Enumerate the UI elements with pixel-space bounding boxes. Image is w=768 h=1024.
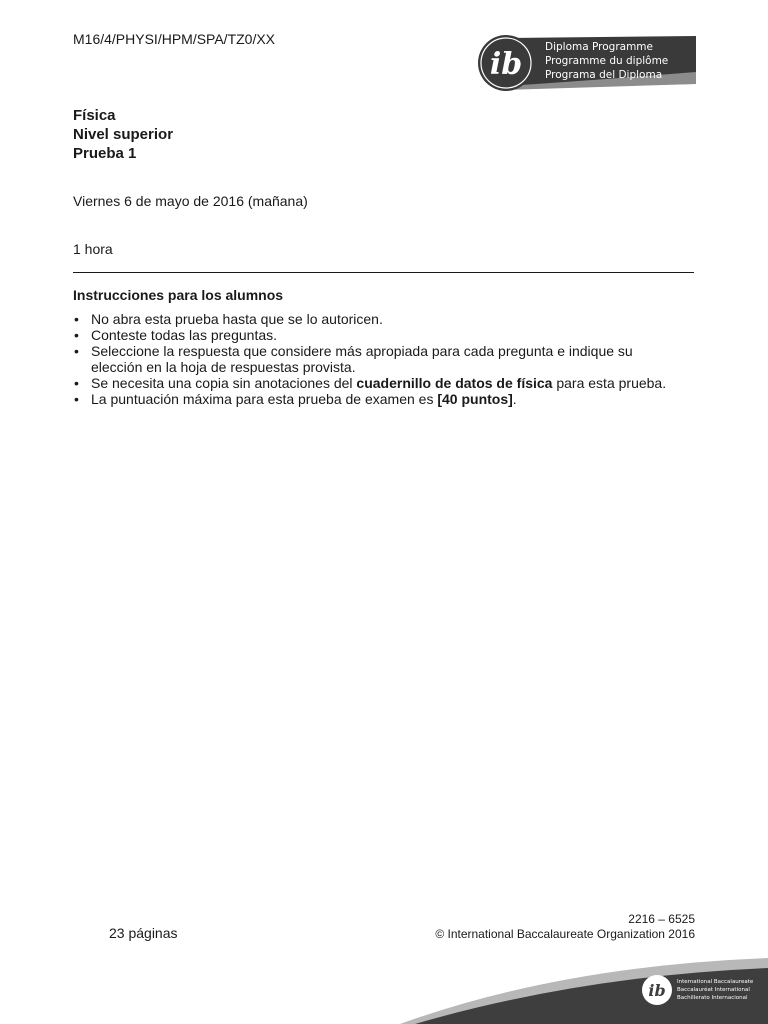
ib-footer-mark: ib [648, 981, 666, 1000]
logo-line-2: Programme du diplôme [545, 55, 669, 67]
instructions-heading: Instrucciones para los alumnos [73, 287, 284, 303]
instruction-item [73, 391, 703, 407]
instruction-text-bold: [40 puntos] [437, 391, 513, 407]
paper-code-header: M16/4/PHYSI/HPM/SPA/TZ0/XX [73, 31, 276, 47]
exam-duration: 1 hora [73, 241, 113, 257]
copyright-notice: © International Baccalaureate Organization 2016 [435, 927, 695, 941]
ib-mark: ib [489, 47, 523, 82]
instruction-text-bold: cuadernillo de datos de física [356, 375, 553, 391]
instruction-text: Seleccione la respuesta que considere más apropiada para cada pregunta e indique su elección en la hoja de respuestas provista. [91, 343, 633, 375]
logo-line-3: Programa del Diploma [545, 69, 663, 81]
footer-logo-line-3: Bachillerato Internacional [677, 995, 748, 1001]
footer-logo-line-1: International Baccalaureate [677, 979, 754, 985]
instruction-text: No abra esta prueba hasta que se lo autoricen. [91, 311, 383, 327]
subject-title: Física [73, 107, 116, 124]
instruction-item [73, 327, 703, 343]
exam-date: Viernes 6 de mayo de 2016 (mañana) [73, 193, 308, 209]
instruction-text-pre: La puntuación máxima para esta prueba de examen es [91, 391, 438, 407]
instruction-text-post: . [512, 391, 517, 407]
logo-line-1: Diploma Programme [545, 41, 653, 53]
divider-rule [73, 272, 694, 273]
footer-logo-line-2: Baccalauréat International [677, 987, 750, 993]
instruction-item [73, 311, 703, 327]
instructions-list [73, 311, 703, 407]
page-count: 23 páginas [109, 925, 178, 941]
instruction-text-post: para esta prueba. [552, 375, 667, 391]
instruction-text-pre: Se necesita una copia sin anotaciones del [91, 375, 357, 391]
footer-swoosh-logo [0, 950, 768, 1024]
instruction-text: Conteste todas las preguntas. [91, 327, 278, 343]
exam-title-block [73, 106, 173, 163]
paper-title: Prueba 1 [73, 145, 137, 162]
paper-number: 2216 – 6525 [628, 912, 695, 926]
instruction-item [73, 375, 703, 391]
level-title: Nivel superior [73, 126, 174, 143]
instruction-item [73, 343, 646, 375]
ib-diploma-logo [476, 34, 696, 92]
